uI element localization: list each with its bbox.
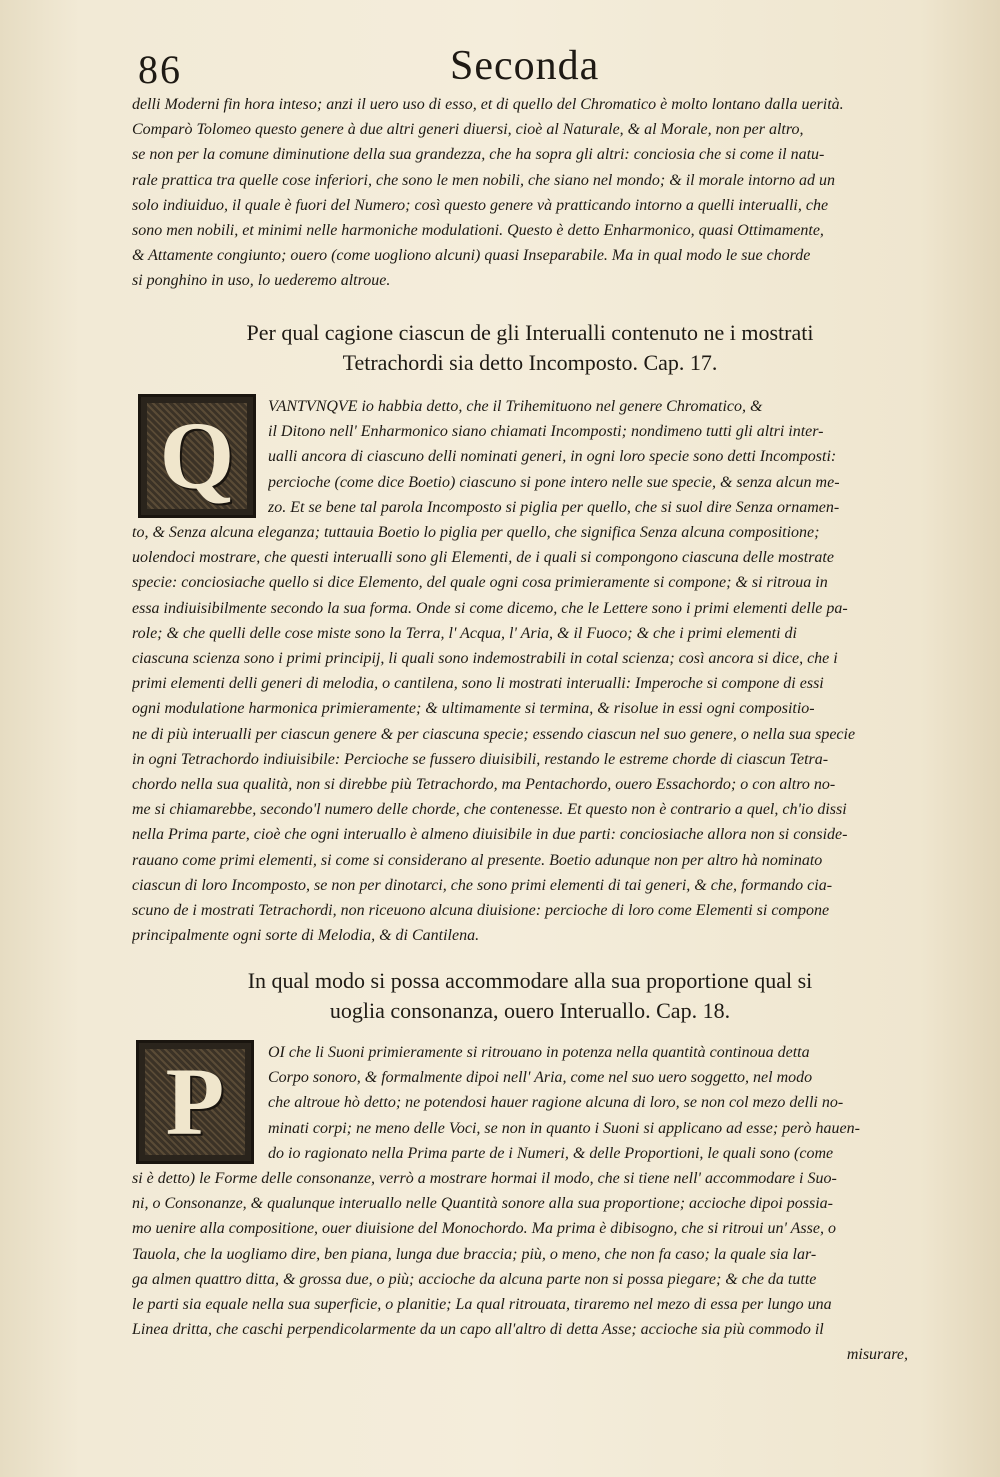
text-line: essa indiuisibilmente secondo la sua forma. Onde si come dicemo, che le Lettere sono i primi elementi delle pa- (132, 599, 848, 617)
text-line: Corpo sonoro, & formalmente dipoi nell' Aria, come nel suo uero soggetto, nel modo (268, 1069, 813, 1087)
text-line: VANTVNQVE io habbia detto, che il Trihemituono nel genere Chromatico, & (268, 398, 763, 415)
text-line: nella Prima parte, cioè che ogni interuallo è almeno diuisibile in due parti: conciosiache allora non si conside- (132, 826, 848, 844)
text-line: uolendoci mostrare, che questi interualli sono gli Elementi, de i quali si compongono ciascuna delle mostrate (132, 549, 834, 567)
chapter-18-text-indented (268, 1040, 908, 1166)
text-line: scuno de i mostrati Tetrachordi, non riceuono alcuna diuisione: percioche di loro come Elementi si compone (132, 902, 830, 920)
text-line: to, & Senza alcuna eleganza; tuttauia Boetio lo piglia per quello, che significa Senza alcuna compositione; (132, 524, 820, 541)
text-line: delli Moderni fin hora inteso; anzi il uero uso di esso, et di quello del Chromatico è molto lontano dalla uerità. (132, 96, 844, 113)
chapter-17-text-indented (268, 394, 908, 520)
heading-line: Tetrachordi sia detto Incomposto. Cap. 17. (342, 350, 718, 375)
catchword: misurare, (846, 1346, 908, 1364)
text-line: ualli ancora di ciascuno delli nominati generi, in ogni loro specie sono detti Incomposti: (268, 448, 837, 466)
text-line: principalmente ogni sorte di Melodia, & di Cantilena. (132, 927, 480, 945)
chapter-17-heading (150, 318, 910, 378)
text-line: che altroue hò detto; ne potendosi hauer ragione alcuna di loro, se non col mezo delli no- (268, 1094, 844, 1112)
text-line: sono men nobili, et minimi nelle harmoniche modulationi. Questo è detto Enharmonico, quasi Ottimamente, (132, 222, 824, 240)
text-line: ogni modulatione harmonica primieramente; & ultimamente si termina, & risolue in essi ogni compositio- (132, 700, 815, 718)
text-line: Tauola, che la uogliamo dire, ben piana, lunga due braccia; più, o meno, che non fa caso; la quale sia lar- (132, 1245, 817, 1263)
text-line: si è detto) le Forme delle consonanze, verrò a mostrare hormai il modo, che si tiene nell' accommodare i Suo- (132, 1170, 837, 1187)
text-line: Linea dritta, che caschi perpendicolarmente da un capo all'altro di detta Asse; accioche sia più commodo il (132, 1321, 824, 1339)
text-line: il Ditono nell' Enharmonico siano chiamati Incomposti; nondimeno tutti gli altri inter- (268, 423, 824, 441)
text-line: solo indiuiduo, il quale è fuori del Numero; così questo genere và pratticando intorno a quelli interualli, che (132, 196, 829, 214)
text-line: minati corpi; ne meno delle Voci, se non in quanto i Suoni si applicano ad esse; però hauen- (268, 1119, 860, 1137)
chapter-18-heading (150, 966, 910, 1026)
text-line: & Attamente congiunto; ouero (come uogliono alcuni) quasi Inseparabile. Ma in qual modo le sue chorde (132, 247, 811, 265)
text-line: OI che li Suoni primieramente si ritrouano in potenza nella quantità continoua detta (268, 1044, 810, 1061)
intro-paragraph (132, 92, 908, 294)
text-line: Comparò Tolomeo questo genere à due altri generi diuersi, cioè al Naturale, & al Morale, non per altro, (132, 121, 804, 139)
running-head: Seconda (450, 43, 600, 89)
heading-line: uoglia consonanza, ouero Interuallo. Cap. 18. (329, 998, 731, 1023)
chapter-18-text (132, 1166, 908, 1368)
decorated-initial-q (138, 394, 256, 518)
decorated-initial-p (136, 1040, 254, 1164)
text-line: primi elementi delli generi di melodia, o cantilena, sono li mostrati interualli: Imperoche si compone di essi (132, 675, 824, 693)
text-line: in ogni Tetrachordo indiuisibile: Percioche se fussero diuisibili, restando le estreme chorde di ciascun Tetra- (132, 750, 829, 768)
page-number: 86 (138, 47, 182, 92)
initial-letter: Q (159, 402, 235, 509)
text-line: si ponghino in uso, lo uederemo altroue. (132, 272, 391, 290)
text-line: specie: conciosiache quello si dice Elemento, del quale ogni cosa primieramente si compone; & si ritroua in (132, 574, 828, 592)
text-line: mo uenire alla compositione, ouer diuisione del Monochordo. Ma prima è dibisogno, che si ritroui un' Asse, o (132, 1220, 836, 1238)
text-line: zo. Et se bene tal parola Incomposto si piglia per quello, che si suol dire Senza ornamen- (268, 498, 840, 516)
text-line: ne di più interualli per ciascun genere & per ciascuna specie; essendo ciascun nel suo genere, o nella sua specie (132, 725, 856, 743)
text-line: ni, o Consonanze, & qualunque interuallo nelle Quantità sonore alla sua proportione; accioche dipoi possia- (132, 1195, 833, 1213)
text-line: percioche (come dice Boetio) ciascuno si pone intero nelle sue specie, & senza alcun me- (268, 473, 840, 491)
heading-line: Per qual cagione ciascun de gli Interualli contenuto ne i mostrati (246, 320, 814, 345)
text-line: role; & che quelli delle cose miste sono la Terra, l' Acqua, l' Aria, & il Fuoco; & che i primi elementi di (132, 624, 797, 642)
text-line: ga almen quattro ditta, & grossa due, o più; accioche da alcuna parte non si possa piegare; & che da tutte (132, 1270, 817, 1288)
heading-line: In qual modo si possa accommodare alla sua proportione qual si (247, 968, 813, 993)
initial-letter: P (165, 1048, 225, 1155)
text-line: do io ragionato nella Prima parte de i Numeri, & delle Proportioni, le quali sono (come (268, 1144, 834, 1162)
text-line: rauano come primi elementi, si come si considerano al presente. Boetio adunque non per altro hà nominato (132, 851, 823, 869)
chapter-17-text (132, 520, 908, 948)
text-line: chordo nella sua qualità, non si direbbe più Tetrachordo, ma Pentachordo, ouero Essachordo; o con altro no- (132, 776, 836, 794)
text-line: ciascuna scienza sono i primi principij, li quali sono indemostrabili in cotal scienza; così ancora si dice, che i (132, 650, 838, 668)
text-line: le parti sia equale nella sua superficie, o planitie; La qual ritrouata, tiraremo nel mezo di essa per lungo una (132, 1296, 832, 1314)
text-line: se non per la comune diminutione della sua grandezza, che ha sopra gli altri: conciosia che si come il natu- (132, 146, 825, 164)
text-line: ciascun di loro Incomposto, se non per dinotarci, che sono primi elementi di tai generi, & che, formando cia- (132, 876, 833, 894)
text-line: rale prattica tra quelle cose inferiori, che sono le men nobili, che siano nel mondo; & il morale intorno ad un (132, 171, 836, 189)
text-line: me si chiamarebbe, secondo'l numero delle chorde, che contenesse. Et questo non è contrario a quel, ch'io dissi (132, 801, 847, 819)
